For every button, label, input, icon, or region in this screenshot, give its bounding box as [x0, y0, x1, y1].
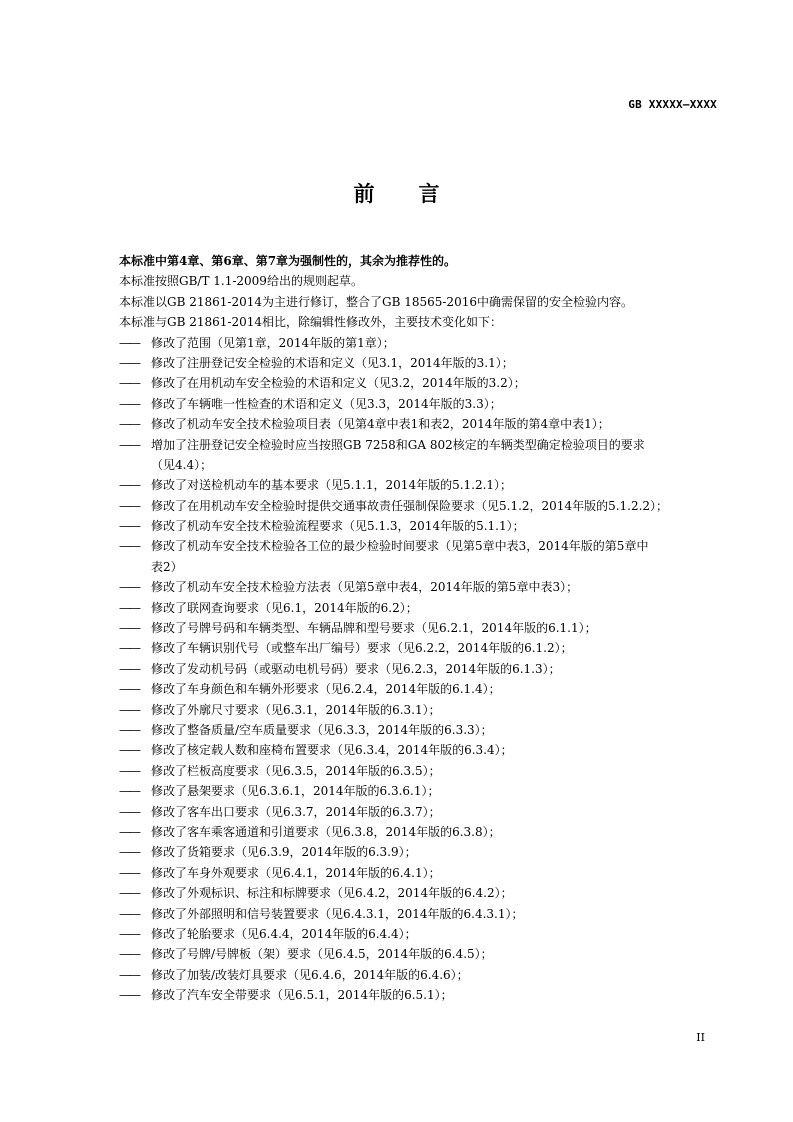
list-dash: ——	[119, 824, 139, 839]
list-item	[119, 516, 719, 536]
intro-paragraph: 本标准以GB 21861-2014为主进行修订，整合了GB 18565-2016中确需保留的安全检验内容。	[119, 294, 633, 309]
list-item	[119, 842, 719, 862]
list-item-text: 修改了车辆唯一性检查的术语和定义（见3.3，2014年版的3.3）；	[151, 396, 502, 411]
list-item	[119, 720, 719, 740]
list-item	[119, 577, 719, 597]
list-dash: ——	[119, 519, 139, 534]
list-dash: ——	[119, 580, 139, 595]
list-item-text: 修改了机动车安全技术检验方法表（见第5章中表4，2014年版的第5章中表3）；	[151, 580, 579, 595]
list-item	[119, 904, 719, 924]
list-item-text: 修改了栏板高度要求（见6.3.5，2014年版的6.3.5）；	[151, 763, 441, 778]
list-item	[119, 924, 719, 944]
list-dash: ——	[119, 845, 139, 860]
list-dash: ——	[119, 743, 139, 758]
list-item	[119, 598, 719, 618]
list-dash: ——	[119, 682, 139, 697]
list-dash: ——	[119, 539, 139, 554]
title-char-2: 言	[418, 181, 440, 206]
list-item-continuation: （见4.4）；	[151, 457, 213, 472]
list-item	[119, 802, 719, 822]
list-item	[119, 618, 719, 638]
list-item	[119, 985, 719, 1005]
list-item-text: 修改了外观标识、标注和标牌要求（见6.4.2，2014年版的6.4.2）；	[151, 886, 513, 901]
list-item	[119, 435, 719, 455]
list-dash: ——	[119, 478, 139, 493]
title-char-1: 前	[353, 181, 375, 206]
intro-paragraph: 本标准按照GB/T 1.1-2009给出的规则起草。	[119, 274, 363, 289]
list-item	[119, 536, 719, 556]
list-item	[119, 394, 719, 414]
intro-paragraphs	[119, 251, 719, 333]
list-item	[119, 822, 719, 842]
list-item-text: 修改了号牌/号牌板（架）要求（见6.4.5，2014年版的6.4.5）；	[151, 947, 493, 962]
list-dash: ——	[119, 600, 139, 615]
list-item	[119, 475, 719, 495]
list-item-text: 修改了车身颜色和车辆外形要求（见6.2.4，2014年版的6.1.4）；	[151, 682, 501, 697]
list-dash: ——	[119, 906, 139, 921]
list-item-text: 修改了客车乘客通道和引道要求（见6.3.8，2014年版的6.3.8）；	[151, 824, 501, 839]
list-item-text: 修改了轮胎要求（见6.4.4，2014年版的6.4.4）；	[151, 926, 417, 941]
list-dash: ——	[119, 947, 139, 962]
list-item	[119, 944, 719, 964]
list-item-text: 修改了机动车安全技术检验各工位的最少检验时间要求（见第5章中表3，2014年版的第5章中	[151, 539, 649, 554]
list-item-text: 修改了车辆识别代号（或整车出厂编号）要求（见6.2.2，2014年版的6.1.2）；	[151, 641, 573, 656]
list-item-text: 修改了客车出口要求（见6.3.7，2014年版的6.3.7）；	[151, 804, 441, 819]
list-dash: ——	[119, 417, 139, 432]
list-item-text: 修改了在用机动车安全检验的术语和定义（见3.2，2014年版的3.2）；	[151, 376, 526, 391]
list-item-text: 修改了在用机动车安全检验时提供交通事故责任强制保险要求（见5.1.2，2014年版的5.1.2.2）；	[151, 498, 669, 513]
list-item	[119, 863, 719, 883]
list-dash: ——	[119, 335, 139, 350]
list-dash: ——	[119, 355, 139, 370]
list-item-text: 修改了发动机号码（或驱动电机号码）要求（见6.2.3，2014年版的6.1.3）；	[151, 661, 561, 676]
list-item	[119, 414, 719, 434]
list-dash: ——	[119, 722, 139, 737]
list-dash: ——	[119, 702, 139, 717]
list-item-text: 修改了机动车安全技术检验流程要求（见5.1.3，2014年版的5.1.1）；	[151, 519, 525, 534]
list-dash: ——	[119, 784, 139, 799]
list-item-text: 修改了注册登记安全检验的术语和定义（见3.1，2014年版的3.1）；	[151, 355, 514, 370]
list-dash: ——	[119, 396, 139, 411]
list-dash: ——	[119, 641, 139, 656]
list-item	[119, 965, 719, 985]
list-item-text: 修改了外部照明和信号装置要求（见6.4.3.1，2014年版的6.4.3.1）；	[151, 906, 524, 921]
list-item	[119, 781, 719, 801]
list-dash: ——	[119, 967, 139, 982]
list-item-text: 修改了外廓尺寸要求（见6.3.1，2014年版的6.3.1）；	[151, 702, 441, 717]
document-code-header: GB XXXXX—XXXX	[628, 98, 717, 111]
list-item	[119, 659, 719, 679]
list-item-text: 修改了悬架要求（见6.3.6.1，2014年版的6.3.6.1）；	[151, 784, 440, 799]
list-item	[119, 700, 719, 720]
list-item-text: 修改了号牌号码和车辆类型、车辆品牌和型号要求（见6.2.1，2014年版的6.1.1）；	[151, 621, 597, 636]
list-item-text: 修改了范围（见第1章，2014年版的第1章）；	[151, 335, 395, 350]
intro-paragraph: 本标准中第4章、第6章、第7章为强制性的，其余为推荐性的。	[119, 254, 457, 268]
page-title	[0, 178, 793, 208]
list-item	[119, 353, 719, 373]
list-dash: ——	[119, 886, 139, 901]
list-item	[119, 883, 719, 903]
technical-changes-list	[119, 333, 719, 1006]
list-dash: ——	[119, 926, 139, 941]
list-dash: ——	[119, 865, 139, 880]
list-item-text: 修改了机动车安全技术检验项目表（见第4章中表1和表2，2014年版的第4章中表1）；	[151, 417, 610, 432]
list-item-text: 修改了联网查询要求（见6.1，2014年版的6.2）；	[151, 600, 418, 615]
list-item	[119, 638, 719, 658]
list-item	[119, 761, 719, 781]
list-item-continuation: 表2）	[151, 559, 183, 574]
list-item	[119, 679, 719, 699]
list-dash: ——	[119, 804, 139, 819]
list-item	[119, 496, 719, 516]
list-dash: ——	[119, 763, 139, 778]
list-item	[119, 333, 719, 353]
list-dash: ——	[119, 376, 139, 391]
page-number: II	[696, 1031, 705, 1044]
list-item-text: 修改了对送检机动车的基本要求（见5.1.1，2014年版的5.1.2.1）；	[151, 478, 513, 493]
list-item-text: 修改了车身外观要求（见6.4.1，2014年版的6.4.1）；	[151, 865, 441, 880]
foreword-body	[119, 251, 719, 1005]
list-item-text: 增加了注册登记安全检验时应当按照GB 7258和GA 802核定的车辆类型确定检验项目的要求	[151, 437, 645, 452]
list-item-text: 修改了汽车安全带要求（见6.5.1，2014年版的6.5.1）；	[151, 988, 453, 1003]
intro-paragraph: 本标准与GB 21861-2014相比，除编辑性修改外，主要技术变化如下：	[119, 315, 502, 330]
list-item	[119, 373, 719, 393]
list-dash: ——	[119, 498, 139, 513]
list-dash: ——	[119, 661, 139, 676]
list-item-text: 修改了核定载人数和座椅布置要求（见6.3.4，2014年版的6.3.4）；	[151, 743, 513, 758]
list-item-text: 修改了货箱要求（见6.3.9，2014年版的6.3.9）；	[151, 845, 417, 860]
list-item-text: 修改了加装/改装灯具要求（见6.4.6，2014年版的6.4.6）；	[151, 967, 469, 982]
list-item	[119, 740, 719, 760]
list-dash: ——	[119, 437, 139, 452]
list-dash: ——	[119, 621, 139, 636]
list-dash: ——	[119, 988, 139, 1003]
list-item-text: 修改了整备质量/空车质量要求（见6.3.3，2014年版的6.3.3）；	[151, 722, 493, 737]
